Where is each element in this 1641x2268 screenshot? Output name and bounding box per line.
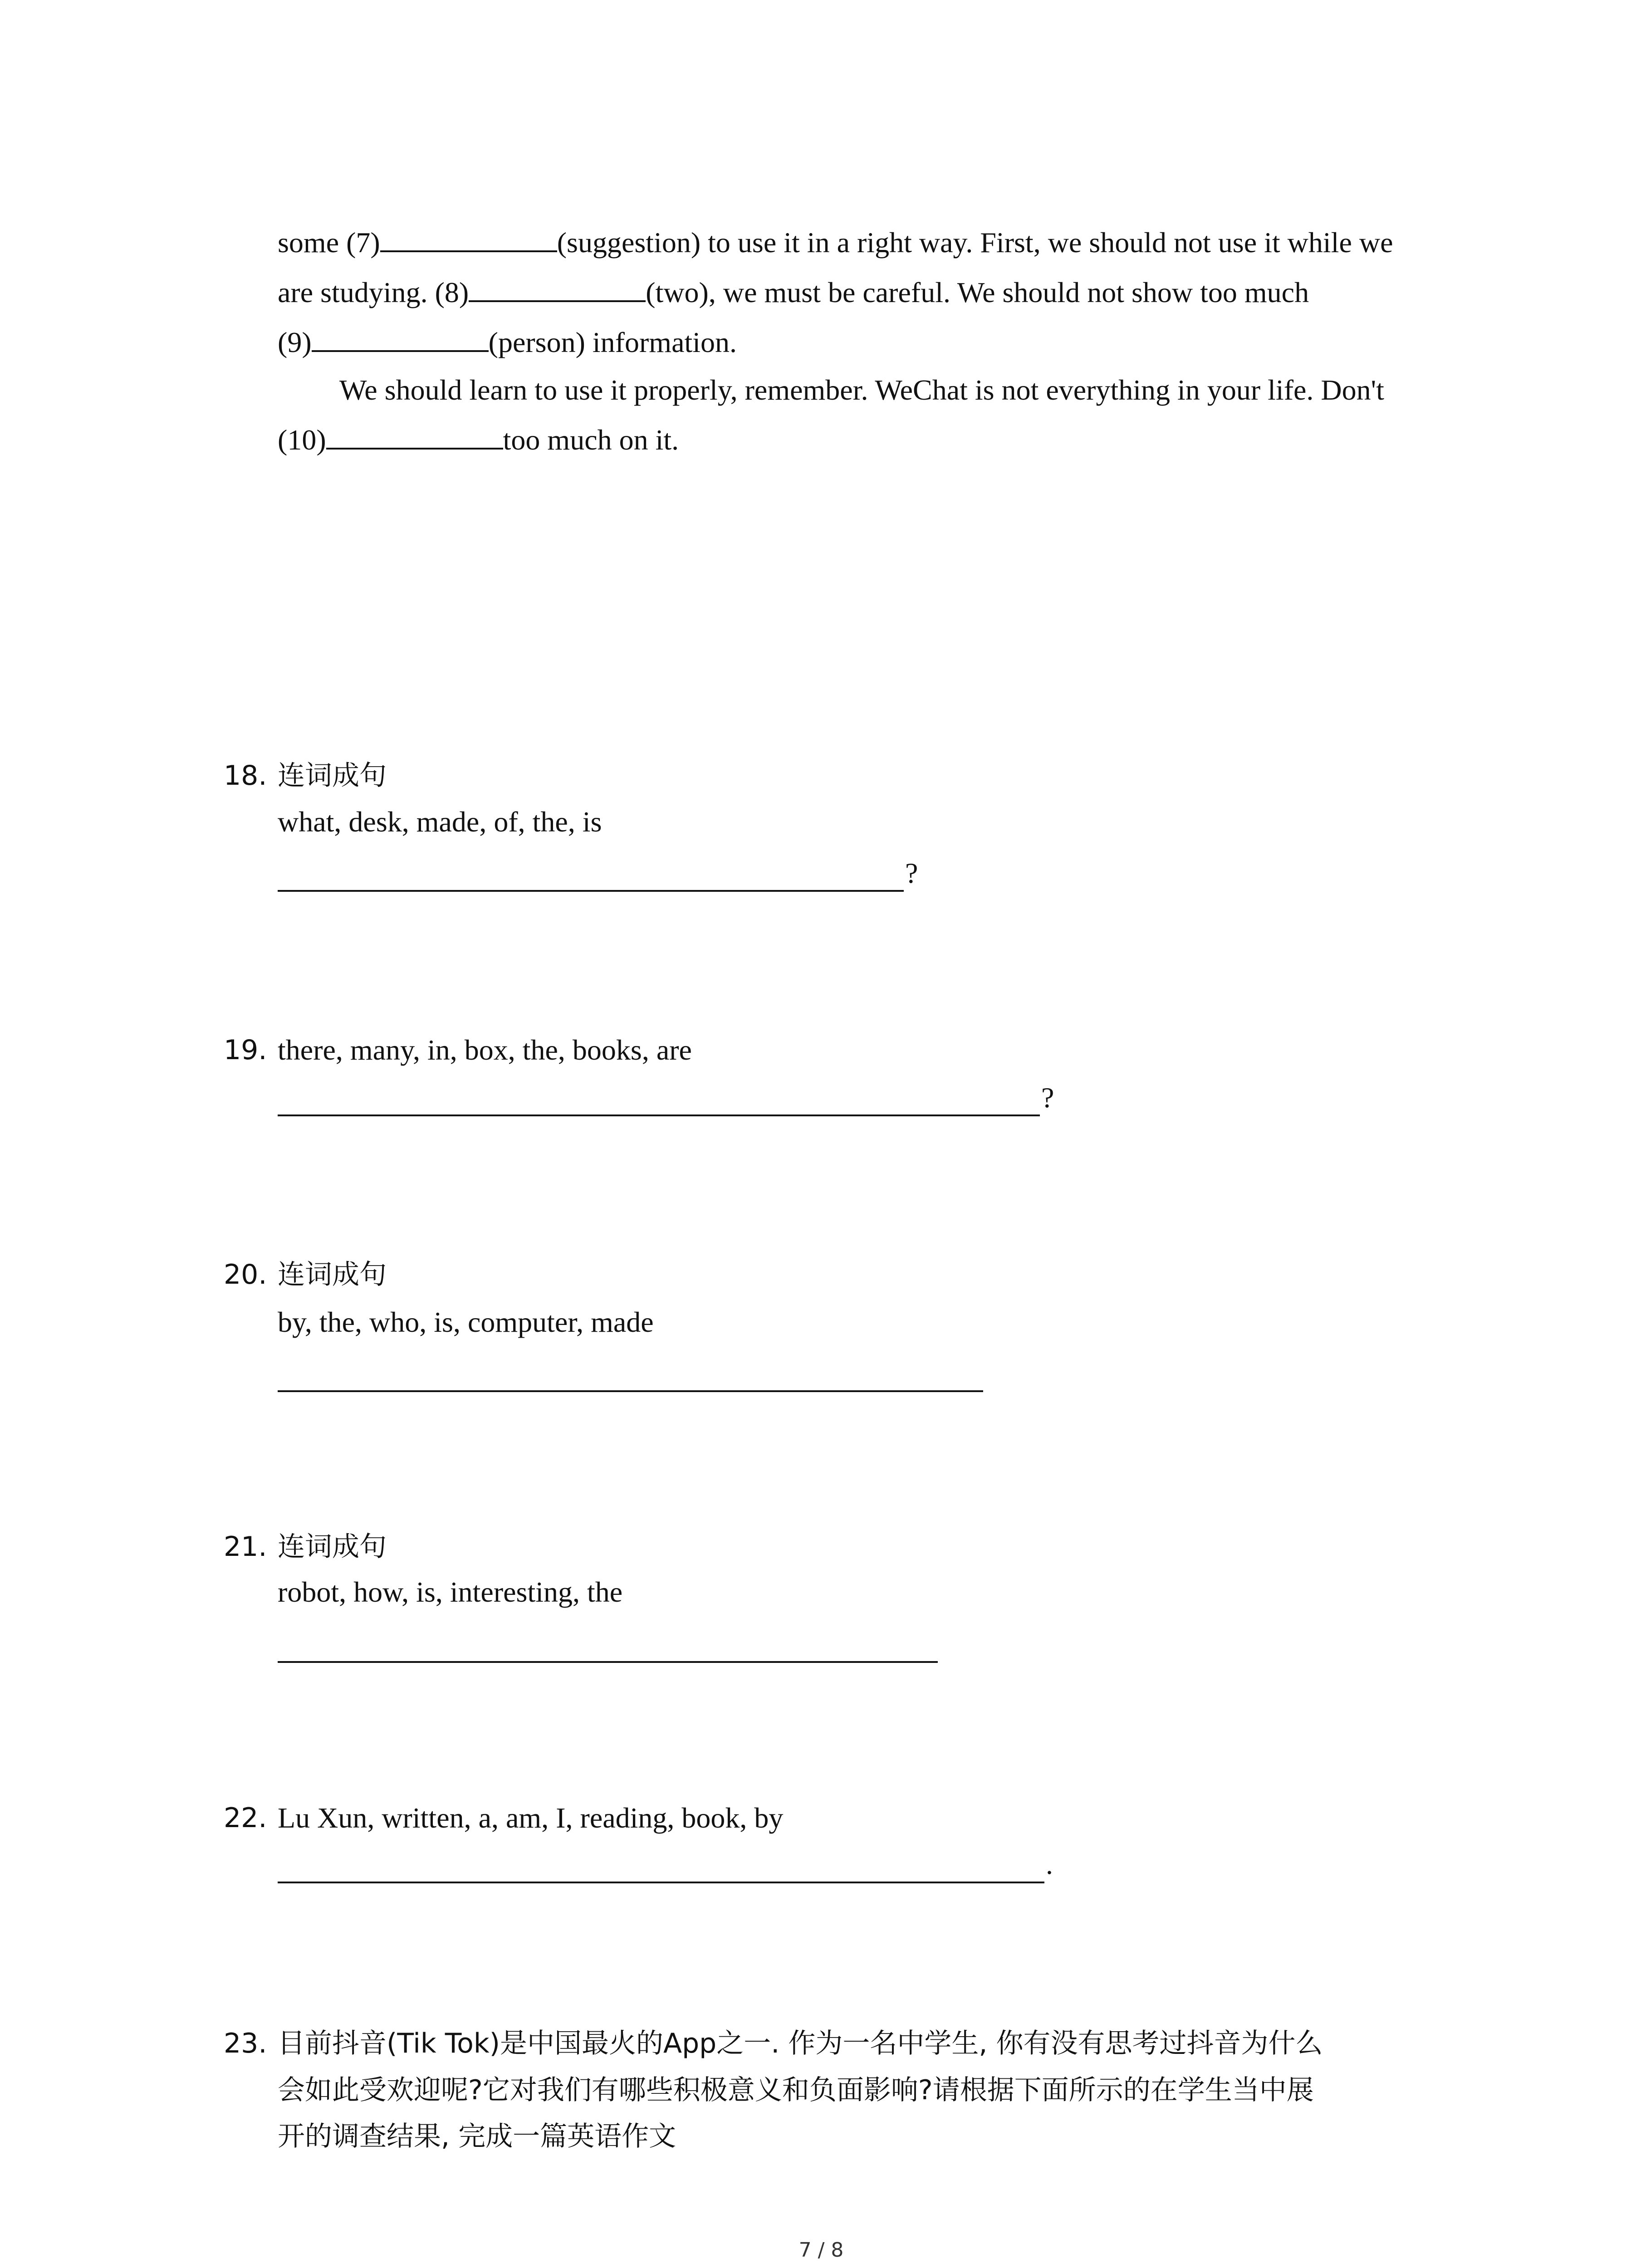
question-20-words: by, the, who, is, computer, made xyxy=(278,1306,654,1338)
passage-line-5-text: too much on it. xyxy=(503,424,679,456)
passage-line-1-text: (suggestion) to use it in a right way. First, we should not use it while we xyxy=(557,226,1393,259)
question-19-end-mark: ? xyxy=(1041,1081,1054,1114)
question-23-number: 23. xyxy=(224,2028,267,2059)
blank-8-prefix: are studying. (8) xyxy=(278,276,469,308)
blank-9-prefix: (9) xyxy=(278,326,312,358)
question-18-number: 18. xyxy=(224,760,267,792)
question-22-words: Lu Xun, written, a, am, I, reading, book, by xyxy=(278,1802,784,1834)
question-21-number: 21. xyxy=(224,1531,267,1563)
question-22-number: 22. xyxy=(224,1802,267,1834)
passage-line-3-text: (person) information. xyxy=(488,326,737,358)
blank-7[interactable] xyxy=(380,228,557,252)
blank-8[interactable] xyxy=(469,278,646,302)
question-19-words: there, many, in, box, the, books, are xyxy=(278,1034,692,1066)
passage-line-2-text: (two), we must be careful. We should not show too much xyxy=(646,276,1309,308)
passage-line-1 xyxy=(278,225,1393,261)
passage-line-3 xyxy=(278,324,737,361)
question-20-heading: 连词成句 xyxy=(278,1259,387,1290)
passage-line-5 xyxy=(278,422,679,458)
question-18-end-mark: ? xyxy=(905,857,918,889)
question-20-number: 20. xyxy=(224,1259,267,1290)
question-18-words: what, desk, made, of, the, is xyxy=(278,806,602,838)
question-19-answer-line[interactable] xyxy=(278,1114,1040,1116)
question-19-number: 19. xyxy=(224,1034,267,1066)
question-18-answer-line[interactable] xyxy=(278,890,904,892)
question-23-line-1: 目前抖音(Tik Tok)是中国最火的App之一. 作为一名中学生, 你有没有思考过抖音为什么 xyxy=(278,2028,1323,2059)
blank-10-prefix: (10) xyxy=(278,424,326,456)
passage-line-4: We should learn to use it properly, remember. WeChat is not everything in your life. Don't xyxy=(339,374,1384,406)
passage-line-2 xyxy=(278,274,1309,311)
blank-7-prefix: some (7) xyxy=(278,226,380,259)
page-number: 7 / 8 xyxy=(798,2239,844,2262)
question-21-answer-line[interactable] xyxy=(278,1661,938,1663)
question-23-line-3: 开的调查结果, 完成一篇英语作文 xyxy=(278,2121,676,2152)
blank-10[interactable] xyxy=(326,425,503,450)
question-21-words: robot, how, is, interesting, the xyxy=(278,1576,623,1608)
question-22-answer-line[interactable] xyxy=(278,1882,1044,1883)
blank-9[interactable] xyxy=(312,327,489,352)
question-21-heading: 连词成句 xyxy=(278,1531,387,1563)
question-23-line-2: 会如此受欢迎呢?它对我们有哪些积极意义和负面影响?请根据下面所示的在学生当中展 xyxy=(278,2074,1314,2106)
question-18-heading: 连词成句 xyxy=(278,760,387,792)
question-20-answer-line[interactable] xyxy=(278,1390,983,1392)
question-22-end-mark: . xyxy=(1046,1848,1053,1880)
